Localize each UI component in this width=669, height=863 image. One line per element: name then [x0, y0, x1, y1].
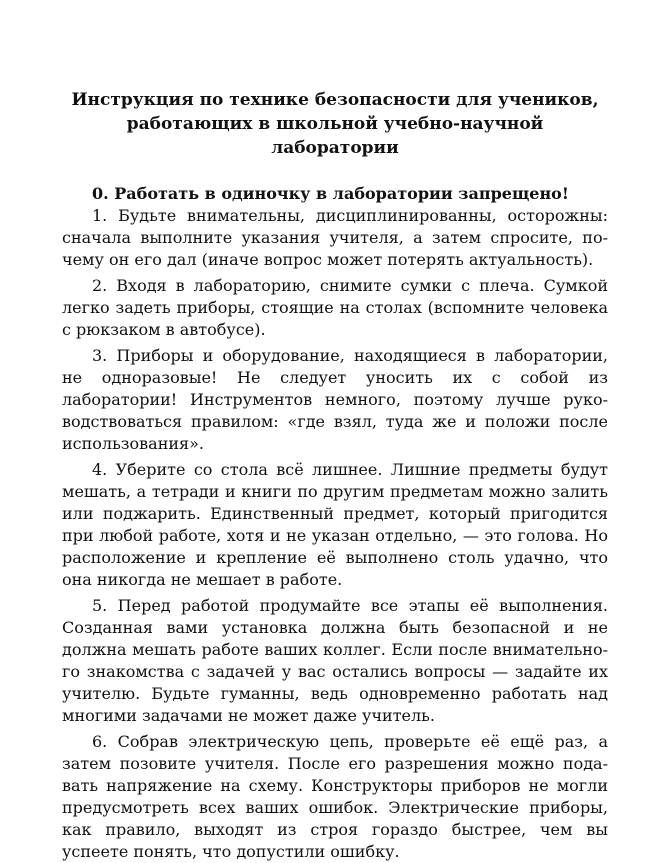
rule-1: 1. Будьте внимательны, дисциплинированны, осторожны: сначала выполните указания учителя, а затем спросите, почему он его дал (иначе вопрос может потерять актуальность). [62, 206, 608, 269]
title-line-2: работающих в школьной учебно-научной лаборатории [126, 114, 544, 158]
document-title [62, 88, 608, 160]
title-line-1: Инструкция по технике безопасности для учеников, [71, 90, 599, 110]
rule-4: 4. Уберите со стола всё лишнее. Лишние предметы будут мешать, а тетради и книги по другим предметам можно залить или поджарить. Единственный предмет, который пригодится при любой работе, хотя и не указан отдельно, — это голова. Но расположение и крепление её выполнено столь удачно, что она никогда не мешает в работе. [62, 460, 608, 589]
rule-3: 3. Приборы и оборудование, находящиеся в лаборатории, не одноразовые! Не следует уносить их с собой из лаборатории! Инструментов немного, поэтому лучше руководствоваться правилом: «где взял, туда же и положи после использования». [62, 346, 608, 453]
rule-0: 0. Работать в одиночку в лаборатории запрещено! [92, 184, 569, 203]
rule-5: 5. Перед работой продумайте все этапы её выполнения. Созданная вами установка должна быть безопасной и не должна мешать работе ваших коллег. Если после внимательного знакомства с задачей у вас остались вопросы — задайте их учителю. Будьте гуманны, ведь одновременно работать над многими задачами не может даже учитель. [62, 596, 608, 725]
document-page [62, 88, 608, 863]
rule-6: 6. Собрав электрическую цепь, проверьте её ещё раз, а затем позовите учителя. После его разрешения можно подавать напряжение на схему. Конструкторы приборов не могли предусмотреть всех ваших ошибок. Электрические приборы, как правило, выходят из строя гораздо быстрее, чем вы успеете понять, что допустили ошибку. [62, 732, 608, 861]
rule-2: 2. Входя в лабораторию, снимите сумки с плеча. Сумкой легко задеть приборы, стоящие на столах (вспомните человека с рюкзаком в автобусе). [62, 276, 608, 339]
